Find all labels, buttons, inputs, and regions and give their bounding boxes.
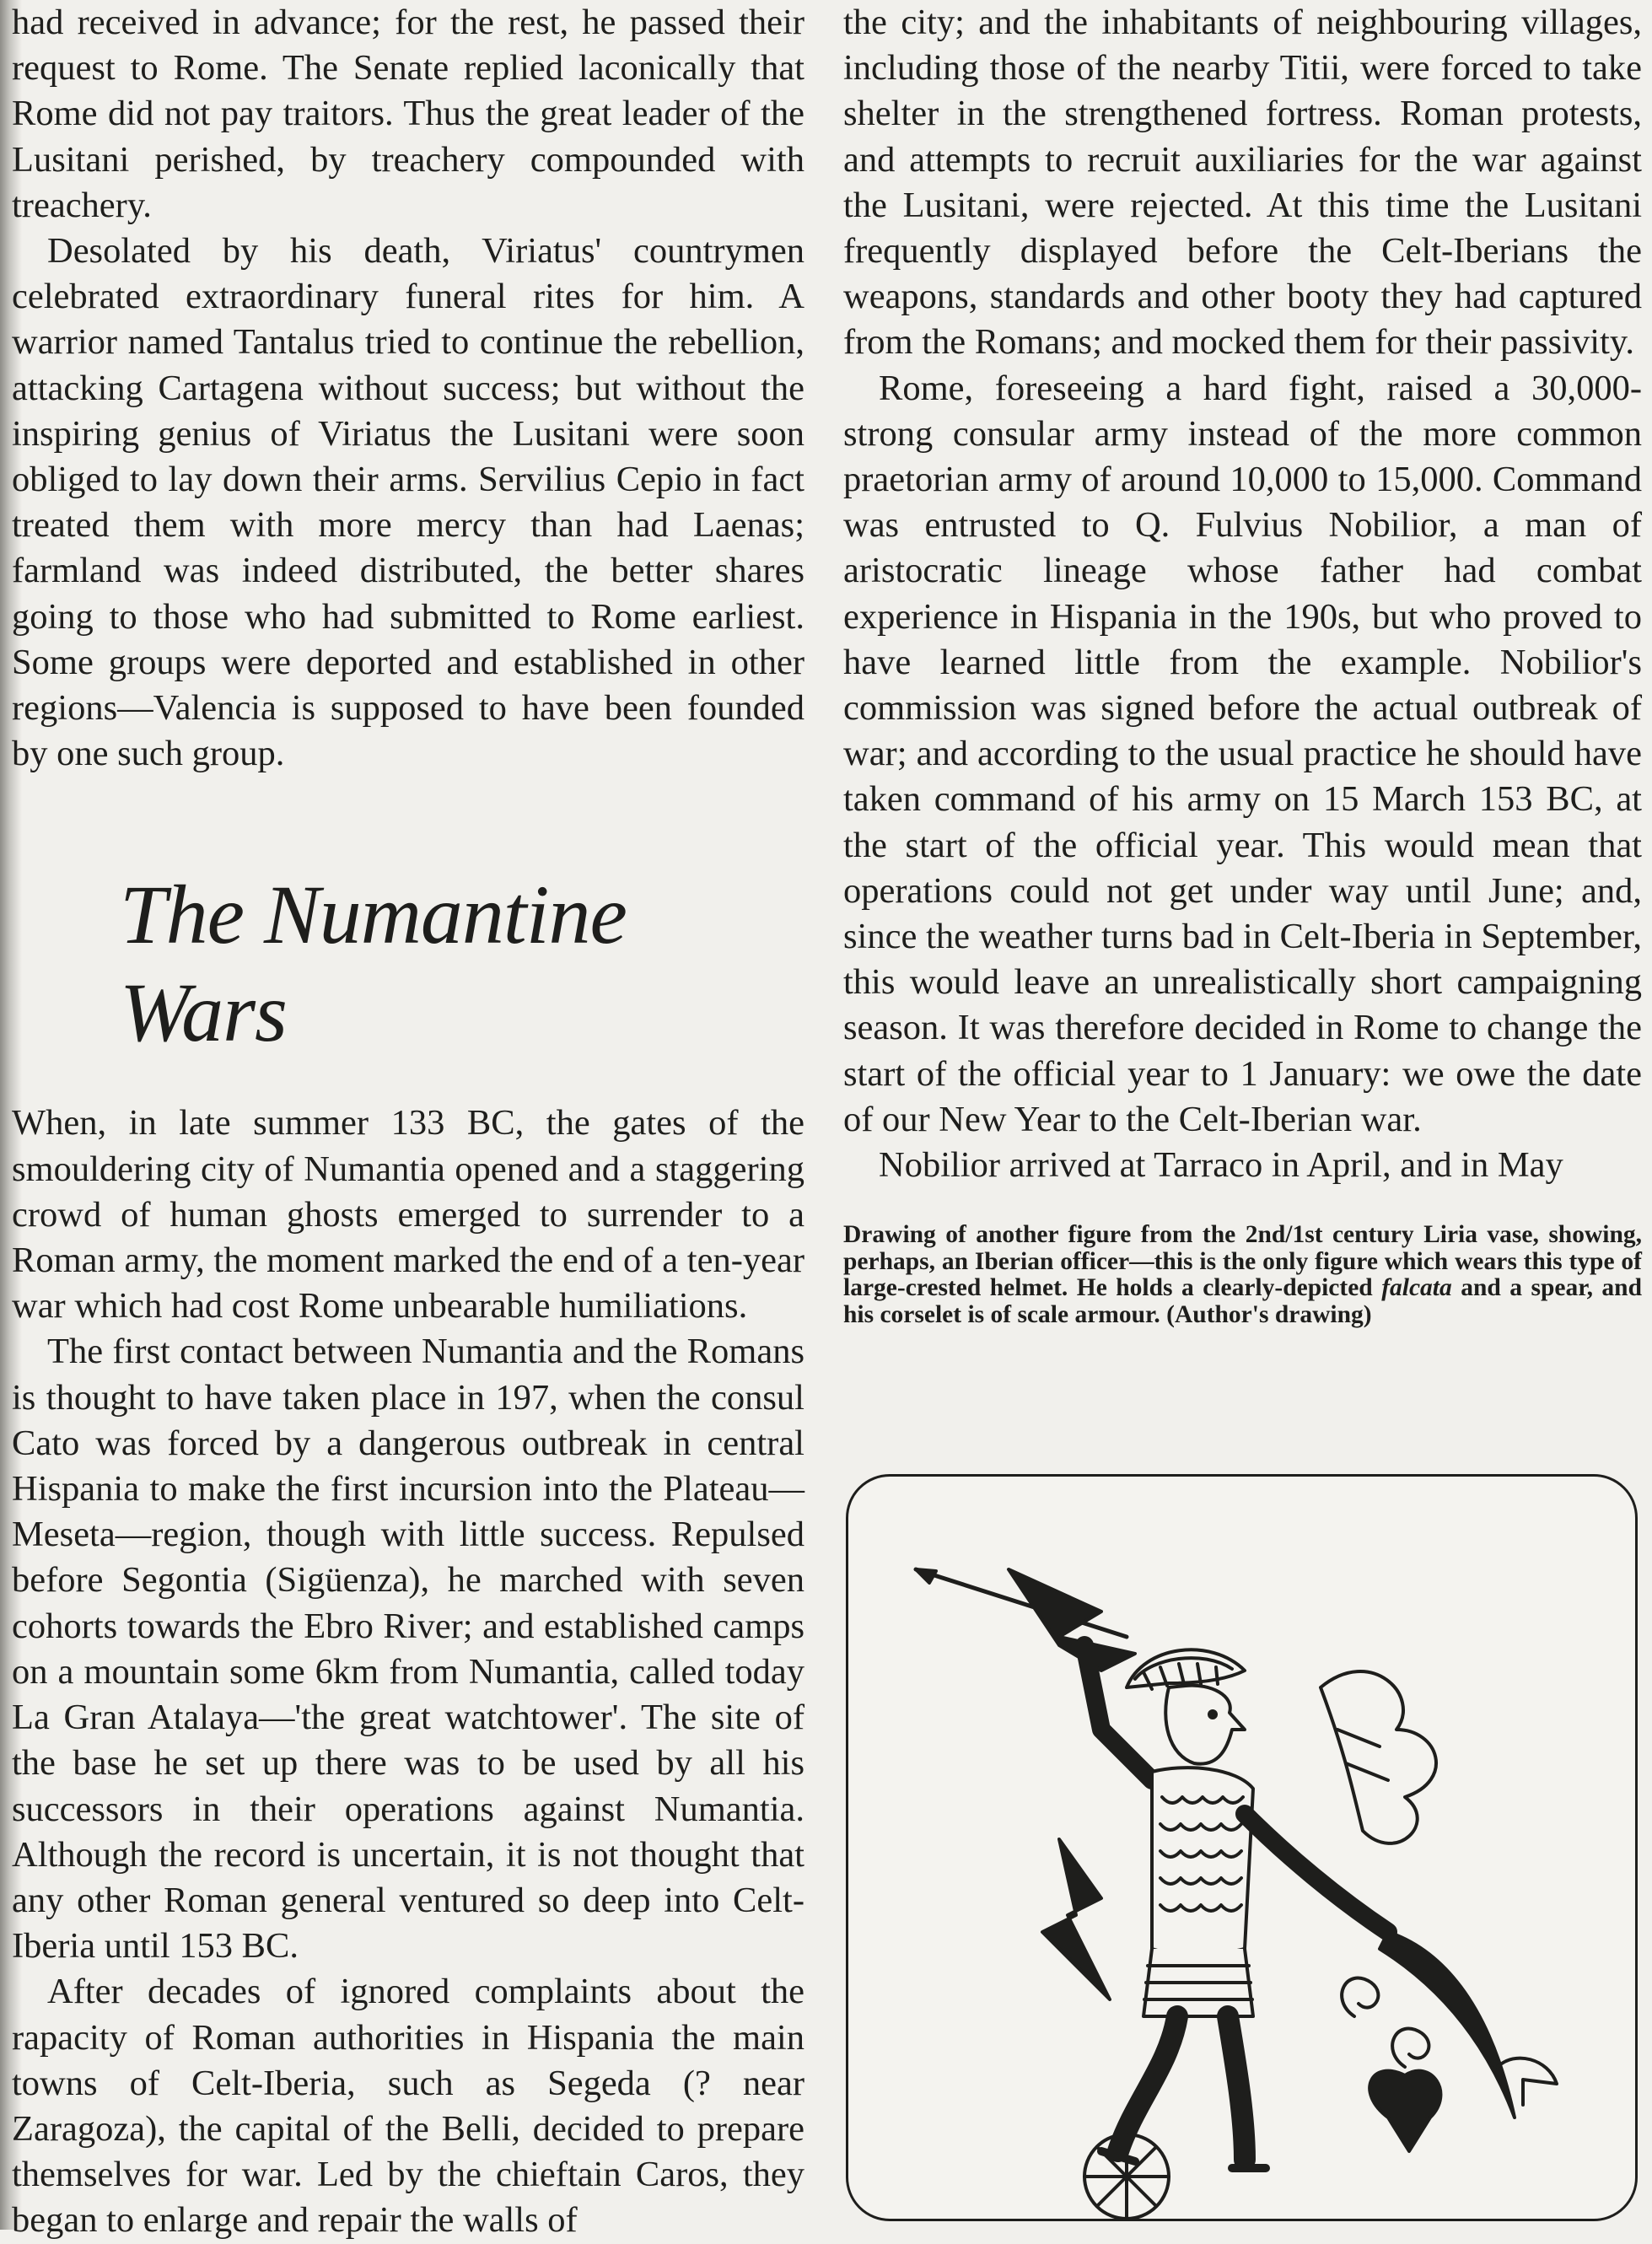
paragraph: After decades of ignored complaints about the rapacity of Roman authorities in Hispania the main towns of Celt-Iberia, such as Segeda (? near Zaragoza), the capital of the Belli, decided to prepare themselves for war. Led by the chieftain Caros, they began to enlarge and repair the walls of [12,1972,804,2241]
caption-italic-term: falcata [1381,1274,1452,1302]
right-column [843,0,1642,1329]
heart-ornament-icon [1369,2071,1440,2151]
figure-illustration [846,1474,1638,2221]
helmet-icon [1127,1649,1245,1687]
figure-caption [843,1222,1642,1328]
leaf-ornament-icon [1321,1671,1436,1843]
head-icon [1165,1686,1245,1764]
paragraph: Rome, foreseeing a hard fight, raised a 30,000-strong consular army instead of the more common praetorian army of around 10,000 to 15,000. Command was entrusted to Q. Fulvius Nobilior, a man of aristocratic lineage whose father had combat experience in Hispania in the 190s, but who proved to have learned little from the example. Nobilior's commission was signed before the actual outbreak of war; and according to the usual practice he should have taken command of his army on 15 March 153 BC, at the start of the official year. This would mean that operations could not get under way until June; and, since the weather turns bad in Celt-Iberia in September, this would leave an unrealistically short campaigning season. It was therefore decided in Rome to change the start of the official year to 1 January: we owe the date of our New Year to the Celt-Iberian war. [843,368,1642,1139]
section-heading: The Numantine Wars [120,868,627,1060]
paragraph: Nobilior arrived at Tarraco in April, and in May [879,1145,1563,1186]
paragraph: Desolated by his death, Viriatus' countrymen celebrated extraordinary funeral rites for him. A warrior named Tantalus tried to continue the rebellion, attacking Cartagena without success; but without the inspiring genius of Viriatus the Lusitani were soon obliged to lay down their arms. Servilius Cepio in fact treated them with more mercy than had Laenas; farmland was indeed distributed, the better shares going to those who had submitted to Rome earliest. Some groups were deported and established in other regions—Valencia is supposed to have been founded by one such group. [12,231,804,774]
spiral-ornament-icon [1342,1978,1378,2016]
warrior-drawing [848,1477,1635,2219]
bird-icon [1009,1569,1135,1671]
bolt-ornament-icon [1042,1839,1110,1999]
paragraph-continued: the city; and the inhabitants of neighbouring villages, including those of the nearby Titii, were forced to take shelter in the strengthened fortress. Roman protests, and attempts to recruit auxiliaries for the war against the Lusitani, were rejected. At this time the Lusitani frequently displayed before the Celt-Iberians the weapons, standards and other booty they had captured from the Romans; and mocked them for their passivity. [843,3,1642,363]
caption-text: Drawing of another figure from the 2nd/1st century Liria vase, showing, perhaps, an Iberian officer—this is the only figure which wears this type of large-crested helmet. He holds a clearly-depicted [843,1221,1642,1302]
paragraph: When, in late summer 133 BC, the gates of the smouldering city of Numantia opened and a staggering crowd of human ghosts emerged to surrender to a Roman army, the moment marked the end of a ten-year war which had cost Rome unbearable humiliations. [12,1103,804,1326]
caption-text: and a spear, and his corselet is of scale armour. (Author's drawing) [843,1274,1642,1329]
paragraph: The first contact between Numantia and the Romans is thought to have taken place in 197, when the consul Cato was forced by a dangerous outbreak in central Hispania to make the first incursion into the Plateau—Meseta—region, though with little success. Repulsed before Segontia (Sigüenza), he marched with seven cohorts towards the Ebro River; and established camps on a mountain some 6km from Numantia, called today La Gran Atalaya—'the great watchtower'. The site of the base he set up there was to be used by all his successors in their operations against Numantia. Although the record is uncertain, it is not thought that any other Roman general ventured so deep into Celt-Iberia until 153 BC. [12,1332,804,1967]
left-column [12,0,804,2244]
paragraph-continued: had received in advance; for the rest, he passed their request to Rome. The Senate replied laconically that Rome did not pay traitors. Thus the great leader of the Lusitani perished, by treachery compounded with treachery. [12,3,804,225]
